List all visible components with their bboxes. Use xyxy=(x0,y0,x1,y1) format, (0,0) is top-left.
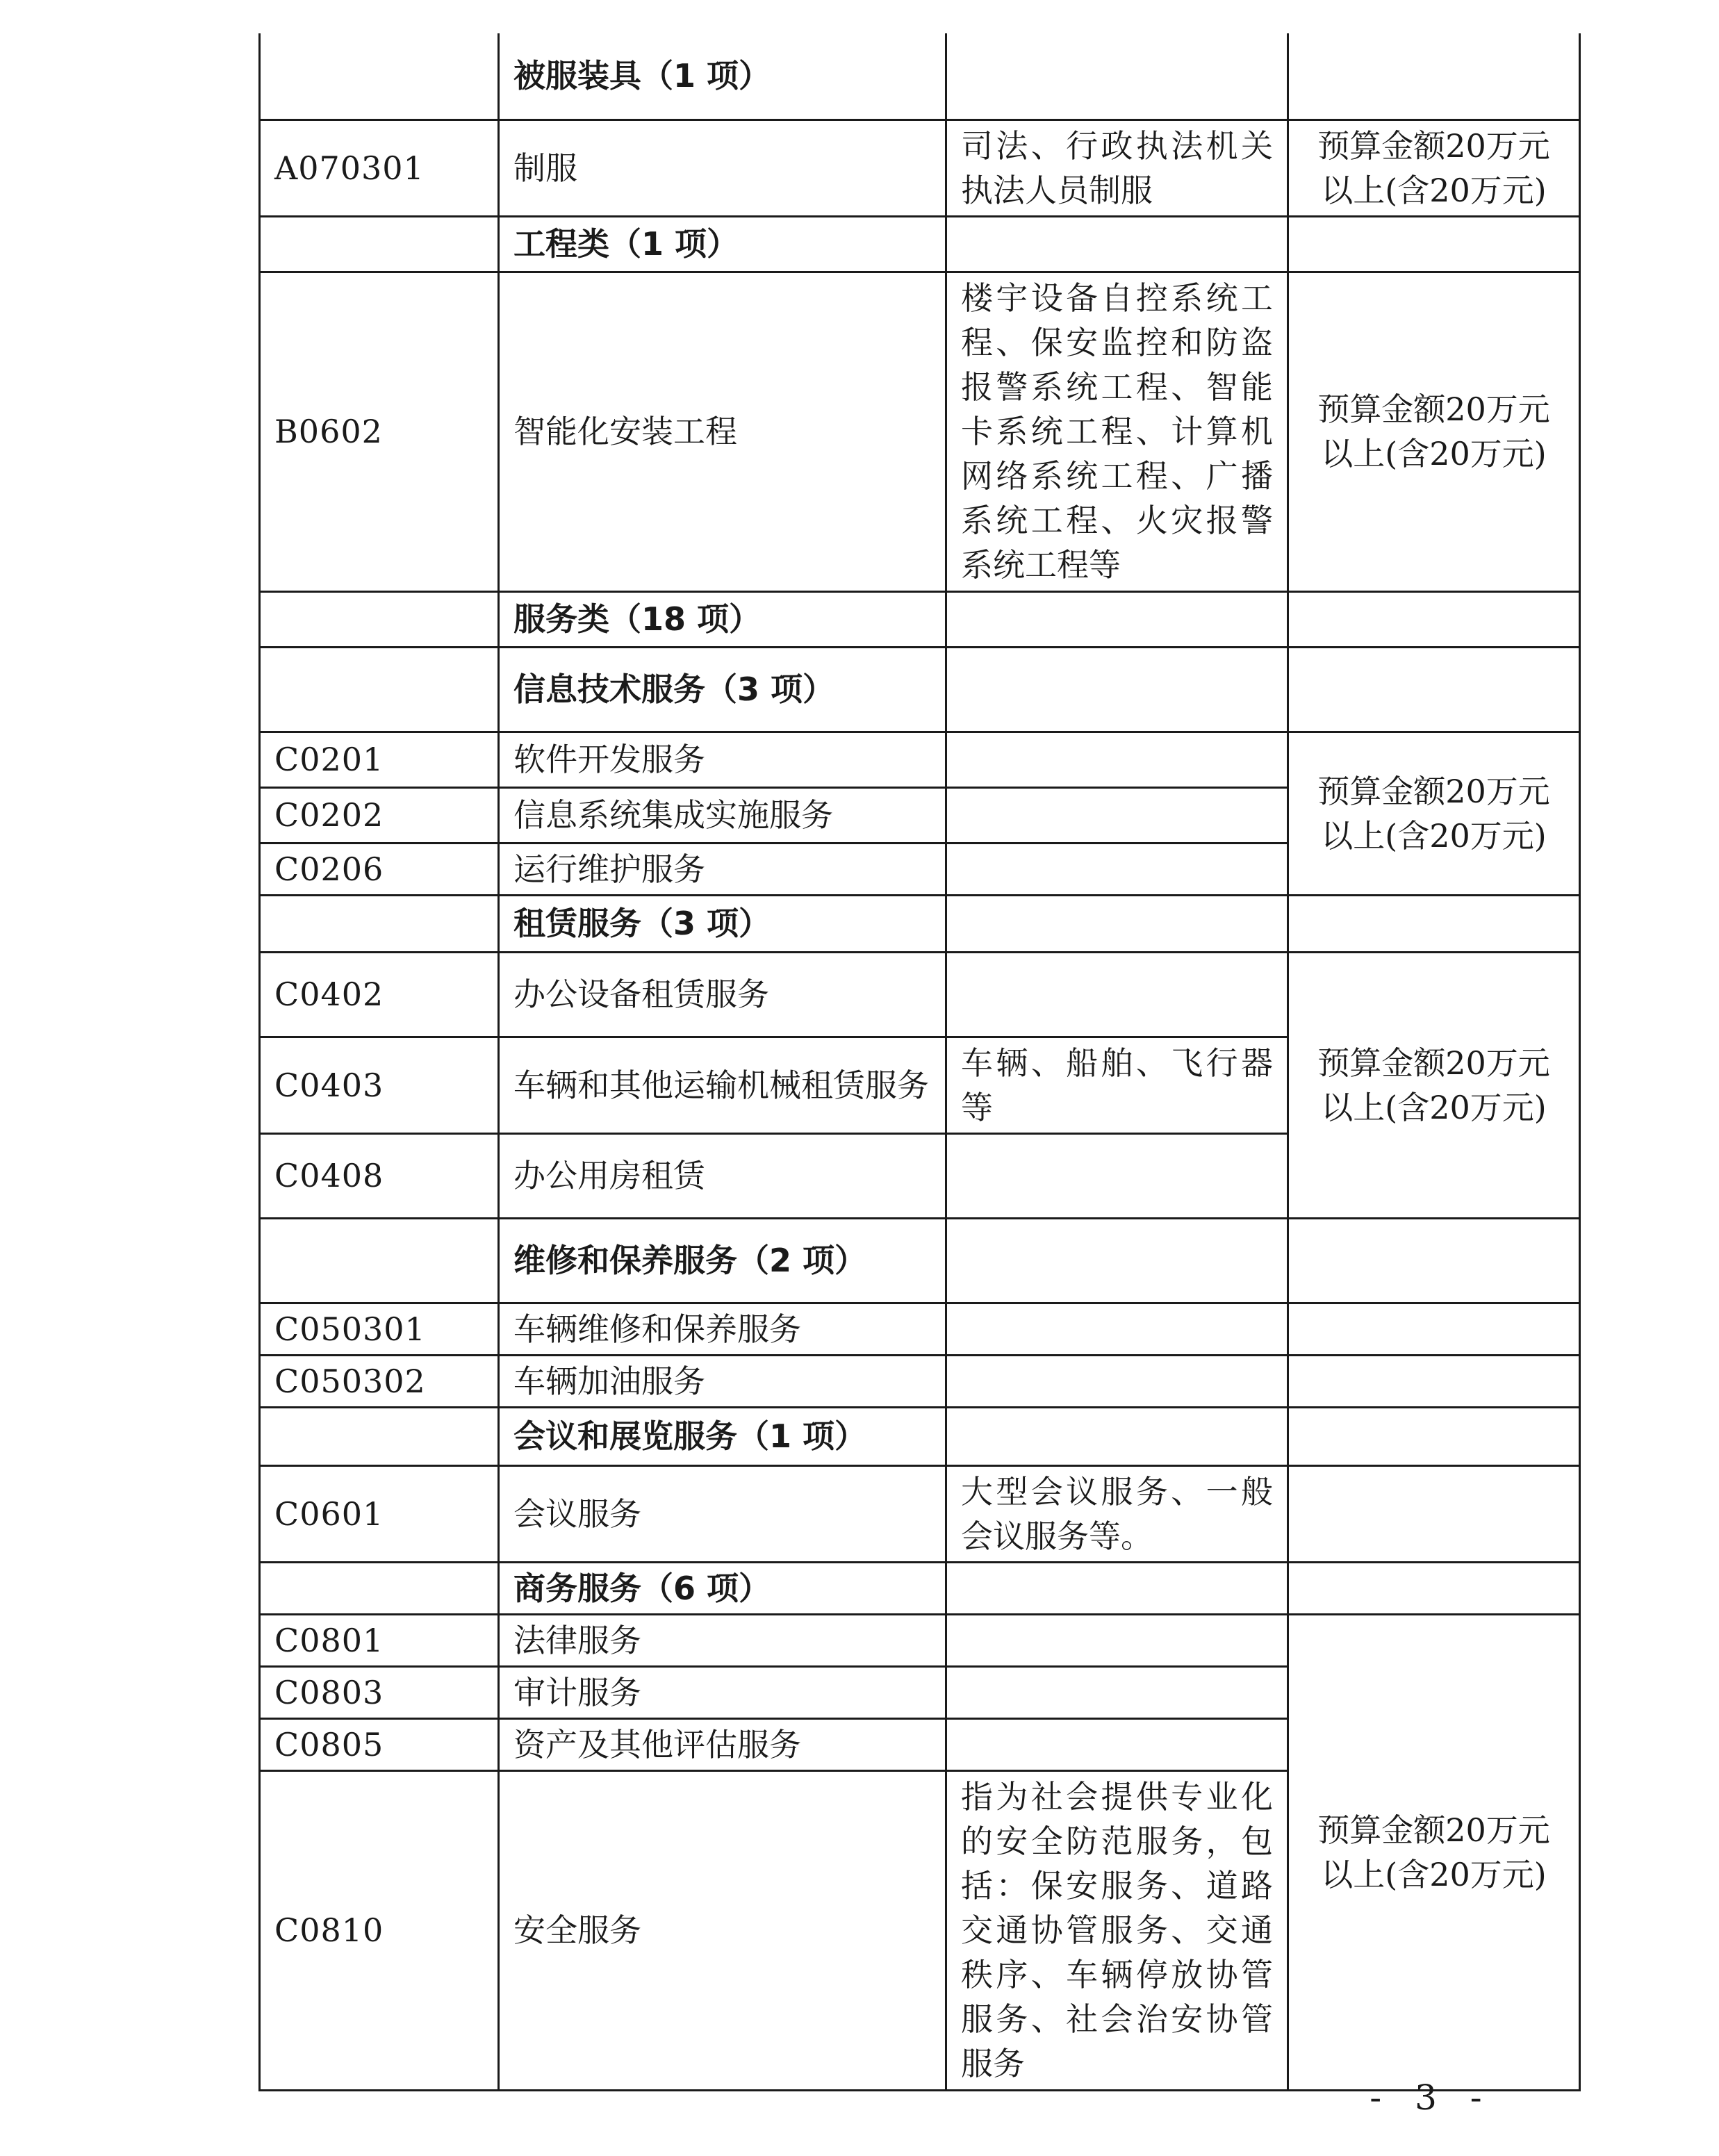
item-description xyxy=(946,1303,1288,1355)
budget-threshold: 预算金额20万元以上(含20万元) xyxy=(1288,1614,1580,2090)
item-description xyxy=(946,1355,1288,1407)
item-name: 运行维护服务 xyxy=(499,843,946,895)
code-cell xyxy=(260,647,499,732)
item-name: 办公设备租赁服务 xyxy=(499,952,946,1037)
budget-threshold xyxy=(1288,1303,1580,1355)
budget-threshold: 预算金额20万元以上(含20万元) xyxy=(1288,732,1580,895)
item-description: 大型会议服务、一般会议服务等。 xyxy=(946,1465,1288,1562)
budget-cell xyxy=(1288,1218,1580,1303)
item-code: C0201 xyxy=(260,732,499,787)
desc-cell xyxy=(946,647,1288,732)
subcategory-title: 会议和展览服务（1 项） xyxy=(499,1407,946,1465)
subcategory-title: 租赁服务（3 项） xyxy=(499,895,946,952)
item-description xyxy=(946,843,1288,895)
item-name: 会议服务 xyxy=(499,1465,946,1562)
item-description xyxy=(946,1718,1288,1770)
table-row xyxy=(260,1614,1580,1666)
budget-threshold: 预算金额20万元以上(含20万元) xyxy=(1288,120,1580,216)
desc-cell xyxy=(946,895,1288,952)
budget-cell xyxy=(1288,647,1580,732)
item-name: 资产及其他评估服务 xyxy=(499,1718,946,1770)
item-code: C0402 xyxy=(260,952,499,1037)
item-name: 车辆维修和保养服务 xyxy=(499,1303,946,1355)
code-cell xyxy=(260,591,499,647)
item-name: 车辆加油服务 xyxy=(499,1355,946,1407)
major-category-title: 服务类（18 项） xyxy=(499,591,946,647)
subcategory-title: 维修和保养服务（2 项） xyxy=(499,1218,946,1303)
item-name: 车辆和其他运输机械租赁服务 xyxy=(499,1037,946,1133)
budget-threshold: 预算金额20万元以上(含20万元) xyxy=(1288,952,1580,1218)
item-name: 审计服务 xyxy=(499,1666,946,1718)
item-description: 司法、行政执法机关执法人员制服 xyxy=(946,120,1288,216)
item-name: 软件开发服务 xyxy=(499,732,946,787)
item-description xyxy=(946,952,1288,1037)
budget-threshold xyxy=(1288,1465,1580,1562)
desc-cell xyxy=(946,1407,1288,1465)
item-description xyxy=(946,787,1288,843)
table-row xyxy=(260,591,1580,647)
item-description xyxy=(946,1133,1288,1218)
item-code: C0805 xyxy=(260,1718,499,1770)
code-cell xyxy=(260,33,499,120)
code-cell xyxy=(260,1407,499,1465)
item-code: C0803 xyxy=(260,1666,499,1718)
code-cell xyxy=(260,216,499,272)
table-row xyxy=(260,1355,1580,1407)
budget-cell xyxy=(1288,1407,1580,1465)
table-row xyxy=(260,732,1580,787)
item-name: 智能化安装工程 xyxy=(499,272,946,591)
item-code: C0601 xyxy=(260,1465,499,1562)
item-description xyxy=(946,1614,1288,1666)
budget-threshold: 预算金额20万元以上(含20万元) xyxy=(1288,272,1580,591)
subcategory-title: 信息技术服务（3 项） xyxy=(499,647,946,732)
item-name: 制服 xyxy=(499,120,946,216)
item-name: 法律服务 xyxy=(499,1614,946,1666)
item-description: 楼宇设备自控系统工程、保安监控和防盗报警系统工程、智能卡系统工程、计算机网络系统工程、广播系统工程、火灾报警系统工程等 xyxy=(946,272,1288,591)
item-name: 安全服务 xyxy=(499,1770,946,2090)
budget-cell xyxy=(1288,33,1580,120)
table-row xyxy=(260,33,1580,120)
table-row xyxy=(260,647,1580,732)
item-code: A070301 xyxy=(260,120,499,216)
page-number: - 3 - xyxy=(1370,2077,1493,2118)
table-row xyxy=(260,1562,1580,1614)
item-code: C050302 xyxy=(260,1355,499,1407)
item-description: 指为社会提供专业化的安全防范服务，包括：保安服务、道路交通协管服务、交通秩序、车辆停放协管服务、社会治安协管服务 xyxy=(946,1770,1288,2090)
code-cell xyxy=(260,1562,499,1614)
budget-threshold xyxy=(1288,1355,1580,1407)
table-row xyxy=(260,272,1580,591)
item-code: C0206 xyxy=(260,843,499,895)
desc-cell xyxy=(946,33,1288,120)
item-description xyxy=(946,732,1288,787)
item-code: C0202 xyxy=(260,787,499,843)
code-cell xyxy=(260,1218,499,1303)
table-row xyxy=(260,120,1580,216)
procurement-catalog-table xyxy=(258,33,1581,2091)
item-description xyxy=(946,1666,1288,1718)
budget-cell xyxy=(1288,591,1580,647)
item-code: C0801 xyxy=(260,1614,499,1666)
item-name: 信息系统集成实施服务 xyxy=(499,787,946,843)
table-row xyxy=(260,895,1580,952)
desc-cell xyxy=(946,216,1288,272)
table-row xyxy=(260,216,1580,272)
item-name: 办公用房租赁 xyxy=(499,1133,946,1218)
budget-cell xyxy=(1288,895,1580,952)
item-description: 车辆、船舶、飞行器等 xyxy=(946,1037,1288,1133)
code-cell xyxy=(260,895,499,952)
item-code: C050301 xyxy=(260,1303,499,1355)
item-code: C0810 xyxy=(260,1770,499,2090)
subcategory-title: 被服装具（1 项） xyxy=(499,33,946,120)
subcategory-title: 商务服务（6 项） xyxy=(499,1562,946,1614)
table-row xyxy=(260,952,1580,1037)
desc-cell xyxy=(946,1562,1288,1614)
budget-cell xyxy=(1288,216,1580,272)
budget-cell xyxy=(1288,1562,1580,1614)
item-code: B0602 xyxy=(260,272,499,591)
item-code: C0403 xyxy=(260,1037,499,1133)
desc-cell xyxy=(946,1218,1288,1303)
major-category-title: 工程类（1 项） xyxy=(499,216,946,272)
table-row xyxy=(260,1465,1580,1562)
table-row xyxy=(260,1407,1580,1465)
desc-cell xyxy=(946,591,1288,647)
table-row xyxy=(260,1303,1580,1355)
item-code: C0408 xyxy=(260,1133,499,1218)
table-row xyxy=(260,1218,1580,1303)
